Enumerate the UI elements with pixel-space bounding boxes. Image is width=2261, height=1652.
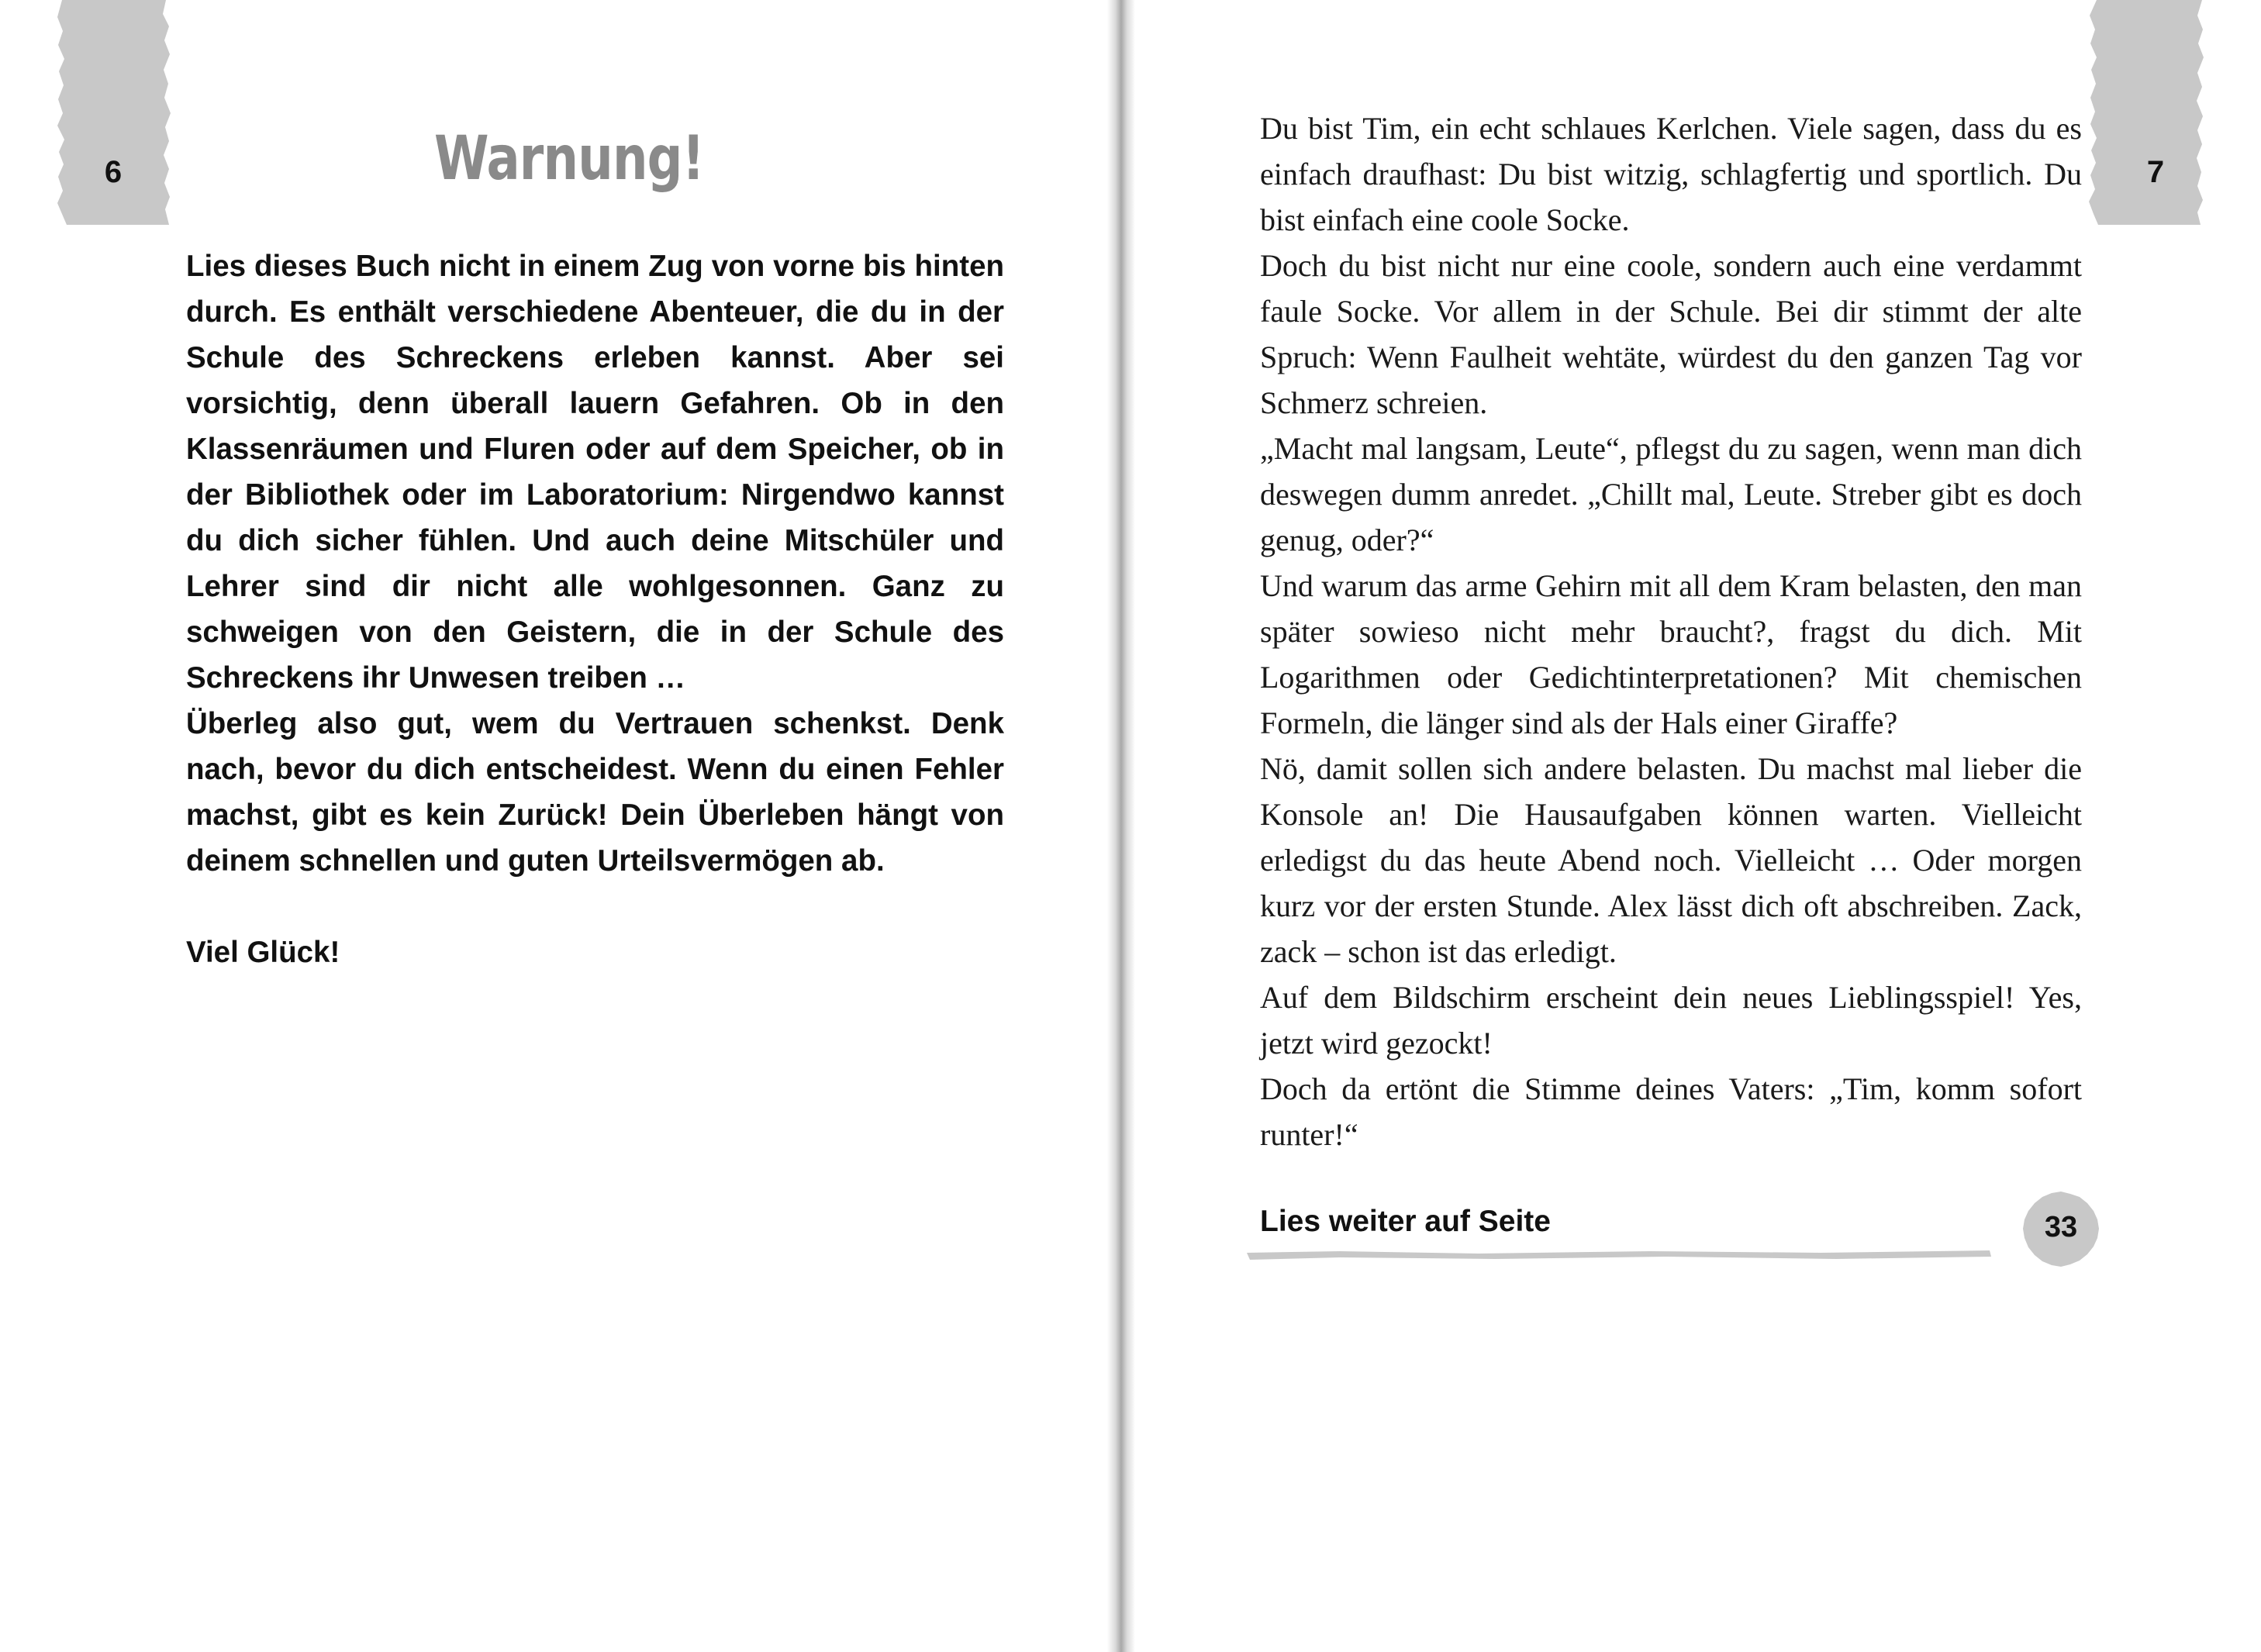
continue-label: Lies weiter auf Seite (1260, 1205, 1551, 1238)
story-paragraph: Doch da ertönt die Stimme deines Vaters: „Tim, komm sofort runter!“ (1260, 1071, 2082, 1152)
warning-paragraph: Lies dieses Buch nicht in einem Zug von vorne bis hinten durch. Es enthält verschiedene Abenteuer, die du in der Schule des Schreckens erleben kannst. Aber sei vorsichtig, denn überall lauern Gefahren. Ob in den Klassenräumen und Fluren oder auf dem Speicher, ob in der Bibliothek oder im Laboratorium: Nirgendwo kannst du dich sicher fühlen. Und auch deine Mitschüler und Lehrer sind dir nicht alle wohlgesonnen. Ganz zu schweigen von den Geistern, die in der Schule des Schreckens ihr Unwesen treiben … (186, 250, 1004, 695)
story-paragraph: Doch du bist nicht nur eine coole, sondern auch eine verdammt faule Socke. Vor allem in der Schule. Bei dir stimmt der alte Spruch: Wenn Faulheit wehtäte, würdest du den ganzen Tag vor Schmerz schreien. (1260, 248, 2082, 420)
warning-heading: Warnung! (434, 124, 704, 194)
book-gutter (1107, 0, 1135, 1652)
story-paragraph: Nö, damit sollen sich andere belasten. Du machst mal lieber die Konsole an! Die Hausaufgaben können warten. Vielleicht erledigst du das heute Abend noch. Vielleicht … Oder morgen kurz vor der ersten Stunde. Alex lässt dich oft abschreiben. Zack, zack – schon ist das erledigt. (1260, 751, 2082, 969)
page-number-right: 7 (2146, 155, 2165, 189)
story-paragraph: Du bist Tim, ein echt schlaues Kerlchen. Viele sagen, dass du es einfach draufhast: Du bist witzig, schlagfertig und sportlich. Du bist einfach eine coole Socke. (1260, 111, 2082, 237)
warning-text (186, 243, 1004, 975)
page-number-left: 6 (104, 155, 123, 189)
story-paragraph: „Macht mal langsam, Leute“, pflegst du zu sagen, wenn man dich deswegen dumm anredet. „Chillt mal, Leute. Streber gibt es doch genug, oder?“ (1260, 431, 2082, 557)
page-tab-left (56, 0, 172, 225)
continue-page-number: 33 (2044, 1211, 2078, 1243)
continue-rule (1247, 1250, 1991, 1261)
story-paragraph: Auf dem Bildschirm erscheint dein neues Lieblingsspiel! Yes, jetzt wird gezockt! (1260, 980, 2082, 1061)
warning-closing: Viel Glück! (186, 936, 340, 969)
continue-page-badge[interactable] (2022, 1190, 2100, 1267)
page-tab-right (2089, 0, 2205, 225)
story-text (1260, 105, 2082, 1157)
story-paragraph: Und warum das arme Gehirn mit all dem Kram belasten, den man später sowieso nicht mehr braucht?, fragst du dich. Mit Logarithmen oder Gedichtinterpretationen? Mit chemischen Formeln, die länger sind als der Hals einer Giraffe? (1260, 568, 2082, 740)
warning-paragraph: Überleg also gut, wem du Vertrauen schenkst. Denk nach, bevor du dich entscheidest. Wenn du einen Fehler machst, gibt es kein Zurück! Dein Überleben hängt von deinem schnellen und guten Urteilsvermögen ab. (186, 707, 1004, 878)
